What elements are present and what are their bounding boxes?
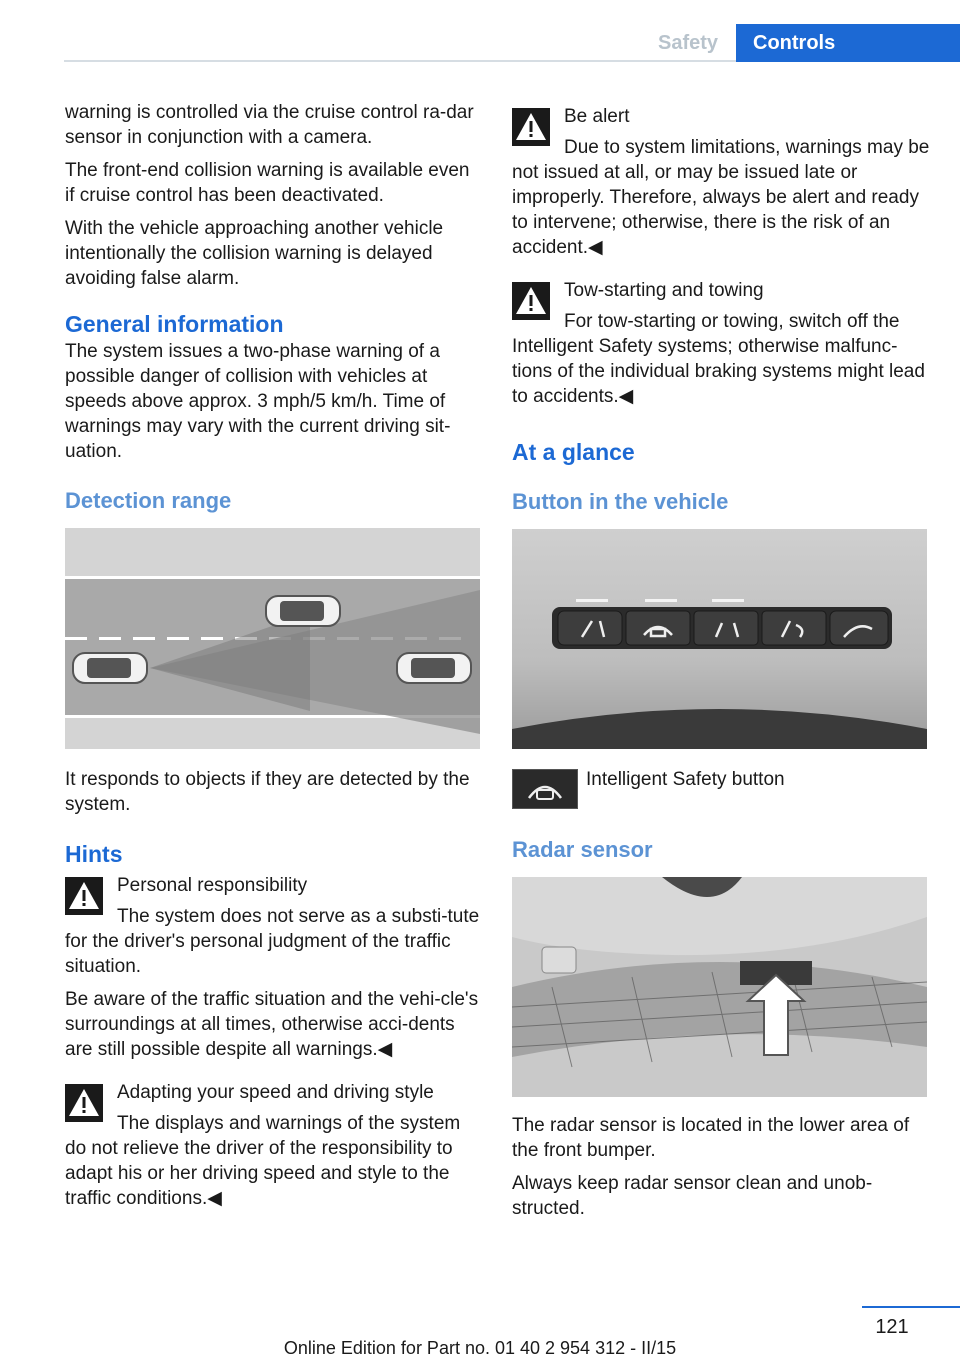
tab-controls[interactable]: Controls <box>736 24 960 62</box>
general-information-text: The system issues a two-phase warning of a possible danger of collision with vehicles at speeds above approx. 3 mph/5 km/h. Time of warnings may vary with the current driving sit‐uation. <box>65 341 451 462</box>
warning-text: The displays and warnings of the system do not relieve the driver of the responsibility to adapt his or her driving speed and style to the traffic conditions.◀ <box>65 1113 461 1209</box>
warning-tow-starting <box>512 278 930 409</box>
warning-triangle-icon <box>65 877 103 915</box>
warning-text: Due to system limitations, warnings may be not issued at all, or may be issued late or improperly. Therefore, always be alert and ready to intervene; otherwise, there is the risk of an accident.◀ <box>512 137 930 258</box>
intelligent-safety-button-icon <box>512 769 578 809</box>
detection-range-text: It responds to objects if they are detected by the system. <box>65 769 470 815</box>
warning-title: Be alert <box>564 106 630 127</box>
warning-personal-responsibility <box>65 873 483 979</box>
detection-range-diagram <box>65 528 480 749</box>
heading-button-in-vehicle: Button in the vehicle <box>512 489 729 514</box>
intelligent-safety-button-label: Intelligent Safety button <box>586 769 785 790</box>
car-front-icon <box>397 653 471 683</box>
footer-divider <box>862 1306 960 1308</box>
heading-detection-range: Detection range <box>65 488 232 513</box>
edition-footer: Online Edition for Part no. 01 40 2 954 312 - II/15 <box>283 1338 677 1358</box>
warning-text: For tow-starting or towing, switch off the Intelligent Safety systems; otherwise malfunc‐tions of the individual braking systems might lead to accidents.◀ <box>512 311 925 407</box>
warning-triangle-icon <box>65 1084 103 1122</box>
heading-radar-sensor: Radar sensor <box>512 837 653 862</box>
right-column <box>512 104 930 1229</box>
warning-speed-driving-style <box>65 1080 483 1211</box>
warning-title: Tow-starting and towing <box>564 280 764 301</box>
heading-general-information: General information <box>65 311 284 337</box>
radar-sensor-clean-text: Always keep radar sensor clean and unob‐structed. <box>512 1173 873 1219</box>
car-ahead-icon <box>266 596 340 626</box>
warning-text: The system does not serve as a substi‐tute for the driver's personal judgment of the traffic situation. <box>65 906 480 977</box>
warning-triangle-icon <box>512 108 550 146</box>
left-column <box>65 100 483 1219</box>
car-own-icon <box>73 653 147 683</box>
heading-hints: Hints <box>65 841 123 867</box>
hints-paragraph: Be aware of the traffic situation and the vehi‐cle's surroundings at all times, otherwise acci‐dents are still possible despite all warnings.◀ <box>65 989 479 1060</box>
warning-title: Personal responsibility <box>117 875 308 896</box>
intro-paragraph-3: With the vehicle approaching another vehicle intentionally the collision warning is delayed avoiding false alarm. <box>65 218 444 289</box>
button-panel-photo <box>512 529 927 749</box>
intelligent-safety-button-row <box>512 769 930 811</box>
page-number: 121 <box>875 1316 909 1338</box>
heading-at-a-glance: At a glance <box>512 439 635 465</box>
warning-be-alert <box>512 104 930 260</box>
warning-title: Adapting your speed and driving style <box>117 1082 434 1103</box>
tab-safety[interactable]: Safety <box>657 32 719 54</box>
radar-sensor-location-text: The radar sensor is located in the lower area of the front bumper. <box>512 1115 910 1161</box>
intro-paragraph-2: The front-end collision warning is available even if cruise control has been deactivated. <box>65 160 470 206</box>
warning-triangle-icon <box>512 282 550 320</box>
intro-paragraph-1: warning is controlled via the cruise control ra‐dar sensor in conjunction with a camera. <box>65 102 474 148</box>
radar-sensor-photo <box>512 877 927 1097</box>
